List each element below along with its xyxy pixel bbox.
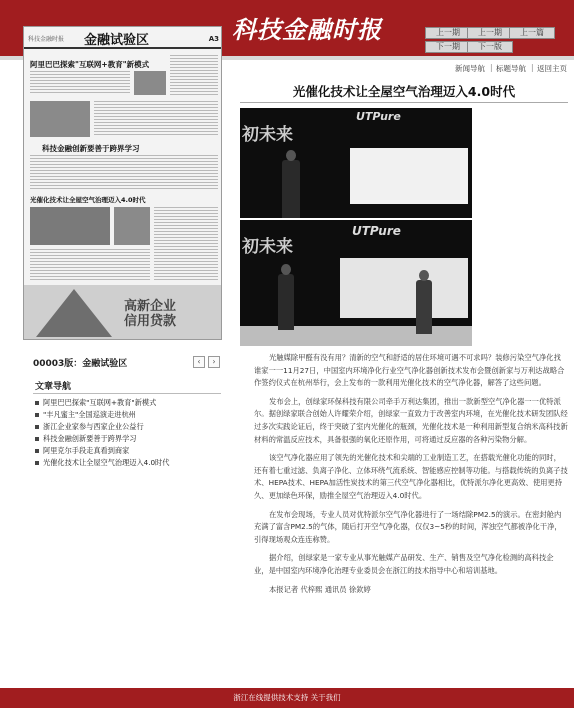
article-paragraph: 据介绍，创绿家是一家专业从事光触媒产品研发、生产、销售及空气净化检测的高科技企业，是中国室内环境净化治理专业委员会在浙江的技术指导中心和培训基地。 [254, 553, 554, 575]
paper-headline-1[interactable]: 阿里巴巴探索"互联网+教育"新模式 [30, 60, 150, 69]
article-photo-2 [240, 220, 472, 346]
screen-brand: UTPure [352, 224, 401, 238]
paper-section-name: 金融试验区 [84, 33, 150, 48]
ad-line-2: 信用贷款 [124, 314, 177, 329]
article-paragraph: 光触媒除甲醛有没有用？清新的空气和舒适的居住环境可遇不可求吗？装修污染空气净化找谁家一一11月27日，中国室内环境净化行业空气净化器创新技术发布会暨创新家与万利达战略合作签约仪式在杭州举行，会上发布的一款利用光催化技术的空气净化器，解答了这些问题。 [254, 353, 565, 388]
screen-slogan: 初未来 [242, 125, 293, 145]
site-footer[interactable]: 浙江在线提供技术支持 关于我们 [0, 688, 574, 708]
article-nav-item[interactable] [35, 410, 136, 420]
article-nav-item-label: "丰凡蜜主"全国巡演走进杭州 [43, 410, 136, 419]
article-nav-item-label: 阿里克尔手段走真看到商家 [43, 446, 130, 455]
paper-advertisement [24, 285, 222, 340]
paper-text-block [30, 71, 130, 95]
article-nav-item-label: 光催化技术让全屋空气治理迈入4.0时代 [43, 458, 170, 467]
presenter-head [286, 150, 296, 161]
article-title: 光催化技术让全屋空气治理迈入4.0时代 [292, 84, 516, 99]
prev-article-button[interactable]: 上一篇 [509, 27, 555, 39]
link-separator: | [490, 63, 493, 72]
prev-page-arrow-icon[interactable]: ‹ [193, 356, 205, 368]
article-nav-item[interactable] [35, 458, 169, 468]
home-link[interactable]: 返回主页 [537, 64, 567, 73]
article-nav-item[interactable] [35, 446, 129, 456]
article-nav-divider [33, 393, 221, 394]
article-nav-item[interactable] [35, 422, 144, 432]
title-divider [240, 102, 568, 103]
bullet-icon [35, 461, 39, 465]
prev-issue-button[interactable]: 上一期 [425, 27, 471, 39]
paper-photo [30, 101, 90, 137]
next-page-arrow-icon[interactable]: › [208, 356, 220, 368]
article-body [254, 352, 568, 596]
screen-product-image [340, 258, 468, 318]
bullet-icon [35, 437, 39, 441]
article-nav-item[interactable] [35, 398, 156, 408]
paper-photo [134, 71, 166, 95]
pyramid-graphic [36, 289, 112, 337]
newspaper-page-thumbnail[interactable] [23, 26, 222, 340]
page-selector [23, 354, 223, 370]
paper-photo [114, 207, 150, 245]
presenter-figure [282, 160, 300, 218]
bullet-icon [35, 449, 39, 453]
paper-photo [30, 207, 110, 245]
presenter-figure [278, 274, 294, 330]
article-byline: 本报记者 代梓熙 通讯员 徐欽婷 [269, 584, 371, 594]
presenter-figure [416, 280, 432, 334]
title-nav-link[interactable]: 标题导航 [496, 64, 526, 73]
paper-header [24, 27, 222, 49]
paper-text-block [30, 155, 218, 191]
article-photo-1 [240, 108, 472, 218]
current-page-label: 00003版：金融试验区 [33, 359, 128, 369]
prev-issue-button-2[interactable]: 上一期 [467, 27, 513, 39]
next-page-button[interactable]: 下一版 [467, 41, 513, 53]
article-nav-item-label: 浙江企业家参与西家企业公益行 [43, 422, 144, 431]
paper-text-block [94, 101, 218, 137]
presenter-head [281, 264, 291, 275]
bullet-icon [35, 413, 39, 417]
paper-brand: 科技金融时报 [28, 36, 65, 43]
paper-text-block [30, 249, 150, 281]
screen-brand: UTPure [356, 110, 401, 123]
stage-floor [240, 326, 472, 346]
article-paragraph: 该空气净化器应用了领先的光催化技术和尖端的工业制造工艺，在搭载光催化功能的同时，还有着七重过滤、负离子净化、立体环绕气流系统、智能感应控制等功能。与搭载传统的负离子技术、HEPA技术、HEPA加活性炭技术的第三代空气净化器相比，优特派尔净化更高效、使用更持久、更加绿色环保，励推全屋空气治理迈入4.0时代。 [254, 453, 568, 500]
ad-line-1: 高新企业 [124, 299, 177, 314]
paper-text-block [170, 55, 218, 95]
masthead-logo: 科技金融时报 [232, 15, 382, 44]
paper-headline-3[interactable]: 光催化技术让全屋空气治理迈入4.0时代 [30, 196, 146, 204]
screen-slogan: 初未来 [242, 237, 293, 257]
bullet-icon [35, 425, 39, 429]
paper-text-block [154, 207, 218, 281]
paper-page-number: A3 [208, 35, 219, 43]
bullet-icon [35, 401, 39, 405]
ad-headline [124, 299, 176, 329]
link-separator: | [531, 63, 534, 72]
article-nav-item[interactable] [35, 434, 136, 444]
article-nav-item-label: 科技金融创新要善于跨界学习 [43, 434, 137, 443]
paper-headline-2[interactable]: 科技金融创新要善于跨界学习 [42, 144, 140, 153]
next-issue-button[interactable]: 下一期 [425, 41, 471, 53]
screen-product-image [350, 148, 468, 204]
article-nav-item-label: 阿里巴巴探索"互联网+教育"新模式 [43, 398, 157, 407]
article-paragraph: 在发布会现场，专业人员对优特派尔空气净化器进行了一场结除PM2.5的演示。在密封舱内充满了富含PM2.5的气体，随后打开空气净化器，仅仅3~5秒的时间，浑浊空气都被净化干净，引得现场观众连连称赞。 [254, 509, 562, 544]
article-nav-title: 文章导航 [35, 382, 72, 392]
news-nav-link[interactable]: 新闻导航 [455, 64, 485, 73]
article-paragraph: 发布会上，创绿家环保科技有限公司牵手万利达集团，推出一款新型空气净化器一一优特派尔。据创绿家联合创始人许耀荣介绍，创绿家一直致力于改善室内环境，在光催化技术研发团队经过多次实践论证后，终于突破了室内光催化的瓶颈，光催化技术是一种利用新型复合纳米高科技新材料的常温反应技术，具备很强的氧化还原作用，可将通过反应器的各种污染物分解。 [254, 396, 568, 444]
presenter-head [419, 270, 429, 281]
